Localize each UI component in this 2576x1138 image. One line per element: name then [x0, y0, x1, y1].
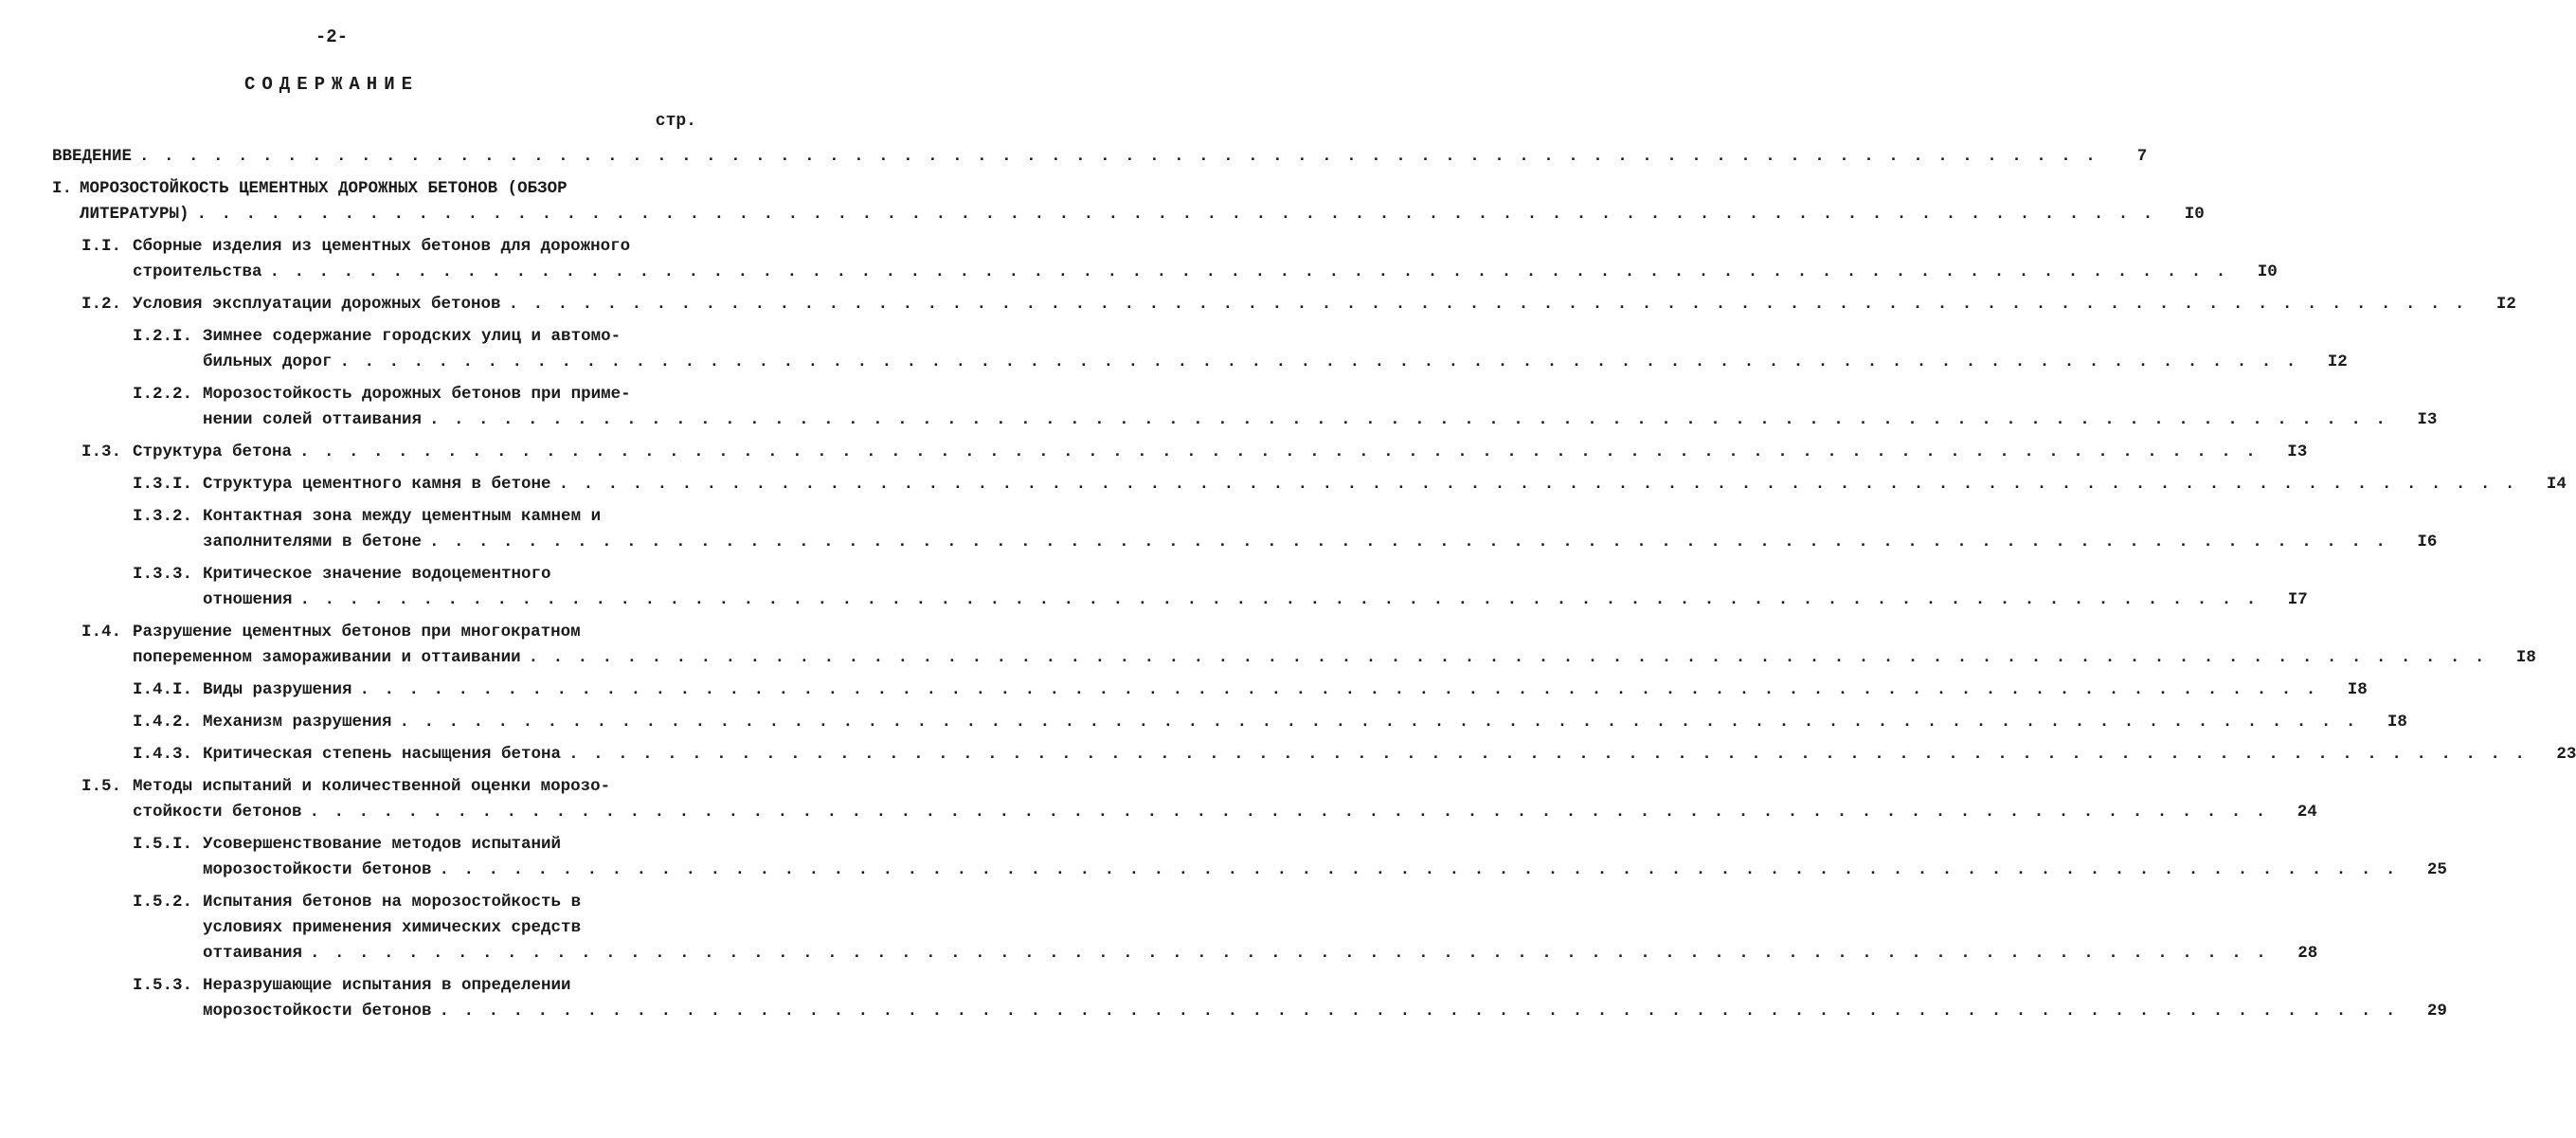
toc-entry-number: I. — [52, 179, 73, 198]
toc-entry-body — [203, 562, 2308, 613]
toc-entry-last-line — [203, 941, 2318, 966]
toc-entry-title-line: попеременном замораживании и оттаивании — [133, 648, 521, 667]
dot-leader: . . . . . . . . . . . . . . . . . . . . . . . . . . . . . . . . . . . . . . . . . . . . . . . . . . . . . . . . . . . . . . . . . . . . . . . . . . . . . . . . — [269, 262, 2228, 281]
toc-entry-title-line: Критическое значение водоцементного — [203, 565, 551, 584]
toc-entry-title-line: Неразрушающие испытания в определении — [203, 976, 571, 995]
toc-entry — [0, 472, 2567, 497]
toc-entry-body — [203, 890, 2318, 966]
toc-entry — [0, 234, 2278, 285]
toc-entry-number: I.3.I. — [133, 475, 193, 494]
toc-entry-number: I.2.2. — [133, 385, 193, 404]
toc-entry — [0, 742, 2576, 768]
entry-spacer — [0, 285, 755, 292]
toc-entry-page: I0 — [2257, 262, 2278, 281]
page-column-label: стр. — [655, 112, 696, 131]
toc-entry-last-line — [203, 407, 2438, 433]
toc-entry-body — [203, 504, 2438, 555]
toc-entry-number: I.4.3. — [133, 745, 193, 764]
toc-entry-page: I3 — [2417, 410, 2438, 429]
toc-entry-number: I.3.2. — [133, 507, 193, 526]
page-number: -2- — [315, 27, 349, 47]
toc-entry-page: 23 — [2556, 745, 2576, 764]
toc-entry-title-line: оттаивания — [203, 944, 303, 963]
toc-entry-last-line — [133, 440, 2308, 465]
entry-spacer — [0, 170, 755, 176]
toc-entry-number: I.5. — [81, 777, 122, 796]
dot-leader: . . . . . . . . . . . . . . . . . . . . . . . . . . . . . . . . . . . . . . . . . . . . . . . . . . . . . . . . . . . . . . . . . . . . . . . . . . . . . . . . — [558, 475, 2517, 494]
toc-entry-last-line — [203, 530, 2438, 555]
toc-entry-body — [133, 440, 2308, 465]
toc-entry-body — [203, 832, 2447, 883]
dot-leader: . . . . . . . . . . . . . . . . . . . . . . . . . . . . . . . . . . . . . . . . . . . . . . . . . . . . . . . . . . . . . . . . . . . . . . . . . . . . . . . . — [359, 680, 2318, 699]
entry-spacer — [0, 966, 755, 973]
toc-entry-number: I.3. — [81, 443, 122, 461]
entry-spacer — [0, 613, 755, 620]
toc-entry — [0, 440, 2308, 465]
toc-entry-page: I4 — [2546, 475, 2567, 494]
toc-entry-last-line — [203, 742, 2576, 768]
toc-entry-number: I.4. — [81, 623, 122, 641]
toc-entry-last-line — [203, 677, 2368, 703]
toc-entry-page: 7 — [2136, 147, 2148, 166]
toc-entry-title-line: Структура бетона — [133, 443, 293, 461]
toc-entry-title-line: Критическая степень насыщения бетона — [203, 745, 562, 764]
entry-spacer — [0, 555, 755, 562]
toc-entry-number: I.5.I. — [133, 835, 193, 854]
toc-entry-body — [80, 176, 2205, 227]
toc-entry — [0, 677, 2368, 703]
toc-entry-title-line: МОРОЗОСТОЙКОСТЬ ЦЕМЕНТНЫХ ДОРОЖНЫХ БЕТОНОВ (ОБЗОР — [80, 179, 567, 198]
toc-entry-title-line: Виды разрушения — [203, 680, 352, 699]
toc-entry-number: I.4.2. — [133, 713, 193, 732]
toc-entry-title-line: ВВЕДЕНИЕ — [52, 147, 133, 166]
toc-entry-title-line: бильных дорог — [203, 352, 333, 371]
toc-entry-number: I.3.3. — [133, 565, 193, 584]
toc-entry-body — [133, 620, 2536, 671]
toc-entry — [0, 620, 2536, 671]
toc-entry-body — [133, 234, 2278, 285]
toc-entry — [0, 324, 2348, 375]
toc-entry-body — [203, 382, 2438, 433]
toc-entry — [0, 504, 2438, 555]
entry-spacer — [0, 465, 755, 472]
dot-leader: . . . . . . . . . . . . . . . . . . . . . . . . . . . . . . . . . . . . . . . . . . . . . . . . . . . . . . . . . . . . . . . . . . . . . . . . . . . . . . . . — [139, 147, 2099, 166]
toc-entry-last-line — [133, 800, 2317, 825]
toc-entry-title-line: Разрушение цементных бетонов при многократном — [133, 623, 581, 641]
entry-spacer — [0, 883, 755, 890]
dot-leader: . . . . . . . . . . . . . . . . . . . . . . . . . . . . . . . . . . . . . . . . . . . . . . . . . . . . . . . . . . . . . . . . . . . . . . . . . . . . . . . . — [196, 205, 2155, 224]
toc-entry-title-line: Контактная зона между цементным камнем и — [203, 507, 602, 526]
toc-entry-page: I8 — [2347, 680, 2368, 699]
dot-leader: . . . . . . . . . . . . . . . . . . . . . . . . . . . . . . . . . . . . . . . . . . . . . . . . . . . . . . . . . . . . . . . . . . . . . . . . . . . . . . . . — [299, 590, 2259, 609]
dot-leader: . . . . . . . . . . . . . . . . . . . . . . . . . . . . . . . . . . . . . . . . . . . . . . . . . . . . . . . . . . . . . . . . . . . . . . . . . . . . . . . . — [399, 713, 2358, 732]
toc-entry-last-line — [203, 350, 2348, 375]
toc-entry-number: I.2.I. — [133, 327, 193, 346]
toc-entry — [0, 562, 2308, 613]
toc-entry-last-line — [203, 587, 2308, 613]
toc-entry-title-line: Испытания бетонов на морозостойкость в — [203, 893, 582, 912]
toc-entry-last-line — [80, 202, 2205, 227]
toc-entry-title-line: заполнителями в бетоне — [203, 533, 423, 551]
toc-entry-number: I.I. — [81, 237, 122, 256]
entry-spacer — [0, 375, 755, 382]
toc-entry-body — [203, 742, 2576, 768]
toc-entry-last-line — [203, 710, 2407, 735]
dot-leader: . . . . . . . . . . . . . . . . . . . . . . . . . . . . . . . . . . . . . . . . . . . . . . . . . . . . . . . . . . . . . . . . . . . . . . . . . . . . . . . . — [429, 533, 2388, 551]
toc-entry-page: I2 — [2327, 352, 2348, 371]
entry-spacer — [0, 317, 755, 324]
toc-entry-title-line: Усовершенствование методов испытаний — [203, 835, 562, 854]
toc-entry-title-line: морозостойкости бетонов — [203, 860, 432, 879]
toc-entry-title-line: Механизм разрушения — [203, 713, 392, 732]
toc-entry — [0, 832, 2447, 883]
toc-entry-title-line: строительства — [133, 262, 262, 281]
dot-leader: . . . . . . . . . . . . . . . . . . . . . . . . . . . . . . . . . . . . . . . . . . . . . . . . . . . . . . . . . . . . . . . . . . . . . . . . . . . . . . . . — [528, 648, 2487, 667]
toc-entry — [0, 710, 2407, 735]
toc-entry-page: 28 — [2297, 944, 2318, 963]
toc-entry-page: I8 — [2515, 648, 2536, 667]
toc-entry-title-line: Морозостойкость дорожных бетонов при приме- — [203, 385, 631, 404]
entry-spacer — [0, 825, 755, 832]
toc-entry-body — [203, 710, 2407, 735]
dot-leader: . . . . . . . . . . . . . . . . . . . . . . . . . . . . . . . . . . . . . . . . . . . . . . . . . . . . . . . . . . . . . . . . . . . . . . . . . . . . . . . . — [310, 944, 2269, 963]
toc-entry-number: I.4.I. — [133, 680, 193, 699]
toc-entry-body — [133, 292, 2516, 317]
contents-title: СОДЕРЖАНИЕ — [243, 74, 420, 95]
toc-entry-title-line: Зимнее содержание городских улиц и автомо- — [203, 327, 621, 346]
toc-entry-last-line — [203, 472, 2567, 497]
toc-entry — [0, 292, 2516, 317]
toc-entry-body — [203, 324, 2348, 375]
entry-spacer — [0, 703, 755, 710]
toc-entry-body — [203, 677, 2368, 703]
toc-entry-title-line: стойкости бетонов — [133, 803, 302, 822]
dot-leader: . . . . . . . . . . . . . . . . . . . . . . . . . . . . . . . . . . . . . . . . . . . . . . . . . . . . . . . . . . . . . . . . . . . . . . . . . . . . . . . . — [429, 410, 2388, 429]
toc-entry-title-line: Условия эксплуатации дорожных бетонов — [133, 295, 501, 314]
toc-entry-last-line — [133, 645, 2536, 671]
toc-entry-body — [203, 472, 2567, 497]
toc-entry — [0, 890, 2318, 966]
table-of-contents — [0, 144, 2576, 1024]
toc-entry-body — [133, 774, 2317, 825]
toc-entry-title-line: отношения — [203, 590, 293, 609]
toc-entry-page: I0 — [2184, 205, 2205, 224]
toc-entry-page: 25 — [2426, 860, 2447, 879]
entry-spacer — [0, 497, 755, 504]
dot-leader: . . . . . . . . . . . . . . . . . . . . . . . . . . . . . . . . . . . . . . . . . . . . . . . . . . . . . . . . . . . . . . . . . . . . . . . . . . . . . . . . — [299, 443, 2259, 461]
toc-entry-last-line — [203, 858, 2447, 883]
toc-entry-title-line: нении солей оттаивания — [203, 410, 423, 429]
toc-entry-title-line: Структура цементного камня в бетоне — [203, 475, 551, 494]
toc-entry-body — [203, 973, 2447, 1024]
toc-entry-title-line: условиях применения химических средств — [203, 918, 582, 937]
toc-entry-page: 24 — [2297, 803, 2317, 822]
dot-leader: . . . . . . . . . . . . . . . . . . . . . . . . . . . . . . . . . . . . . . . . . . . . . . . . . . . . . . . . . . . . . . . . . . . . . . . . . . . . . . . . — [339, 352, 2298, 371]
toc-entry-last-line — [133, 292, 2516, 317]
dot-leader: . . . . . . . . . . . . . . . . . . . . . . . . . . . . . . . . . . . . . . . . . . . . . . . . . . . . . . . . . . . . . . . . . . . . . . . . . . . . . . . . — [439, 860, 2398, 879]
toc-entry-page: I6 — [2417, 533, 2438, 551]
toc-entry-page: I7 — [2287, 590, 2308, 609]
toc-entry — [0, 774, 2317, 825]
toc-entry — [0, 144, 2148, 170]
toc-entry-number: I.5.2. — [133, 893, 193, 912]
entry-spacer — [0, 735, 755, 742]
toc-entry — [0, 382, 2438, 433]
toc-entry-number: I.2. — [81, 295, 122, 314]
toc-entry-title-line: ЛИТЕРАТУРЫ) — [80, 205, 189, 224]
toc-entry-page: I2 — [2495, 295, 2516, 314]
toc-entry-number: I.5.3. — [133, 976, 193, 995]
dot-leader: . . . . . . . . . . . . . . . . . . . . . . . . . . . . . . . . . . . . . . . . . . . . . . . . . . . . . . . . . . . . . . . . . . . . . . . . . . . . . . . . — [439, 1002, 2398, 1021]
entry-spacer — [0, 768, 755, 774]
entry-spacer — [0, 433, 755, 440]
toc-entry-page: I8 — [2387, 713, 2407, 732]
toc-entry-last-line — [52, 144, 2148, 170]
toc-entry-page: I3 — [2287, 443, 2308, 461]
toc-entry — [0, 973, 2447, 1024]
toc-entry-title-line: морозостойкости бетонов — [203, 1002, 432, 1021]
toc-entry-body — [52, 144, 2148, 170]
dot-leader: . . . . . . . . . . . . . . . . . . . . . . . . . . . . . . . . . . . . . . . . . . . . . . . . . . . . . . . . . . . . . . . . . . . . . . . . . . . . . . . . — [309, 803, 2268, 822]
dot-leader: . . . . . . . . . . . . . . . . . . . . . . . . . . . . . . . . . . . . . . . . . . . . . . . . . . . . . . . . . . . . . . . . . . . . . . . . . . . . . . . . — [508, 295, 2467, 314]
toc-entry-title-line: Методы испытаний и количественной оценки морозо- — [133, 777, 611, 796]
entry-spacer — [0, 671, 755, 677]
dot-leader: . . . . . . . . . . . . . . . . . . . . . . . . . . . . . . . . . . . . . . . . . . . . . . . . . . . . . . . . . . . . . . . . . . . . . . . . . . . . . . . . — [568, 745, 2528, 764]
toc-entry — [0, 176, 2205, 227]
toc-entry-last-line — [133, 260, 2278, 285]
toc-entry-last-line — [203, 999, 2447, 1024]
entry-spacer — [0, 227, 755, 234]
toc-entry-page: 29 — [2426, 1002, 2447, 1021]
toc-entry-title-line: Сборные изделия из цементных бетонов для дорожного — [133, 237, 631, 256]
